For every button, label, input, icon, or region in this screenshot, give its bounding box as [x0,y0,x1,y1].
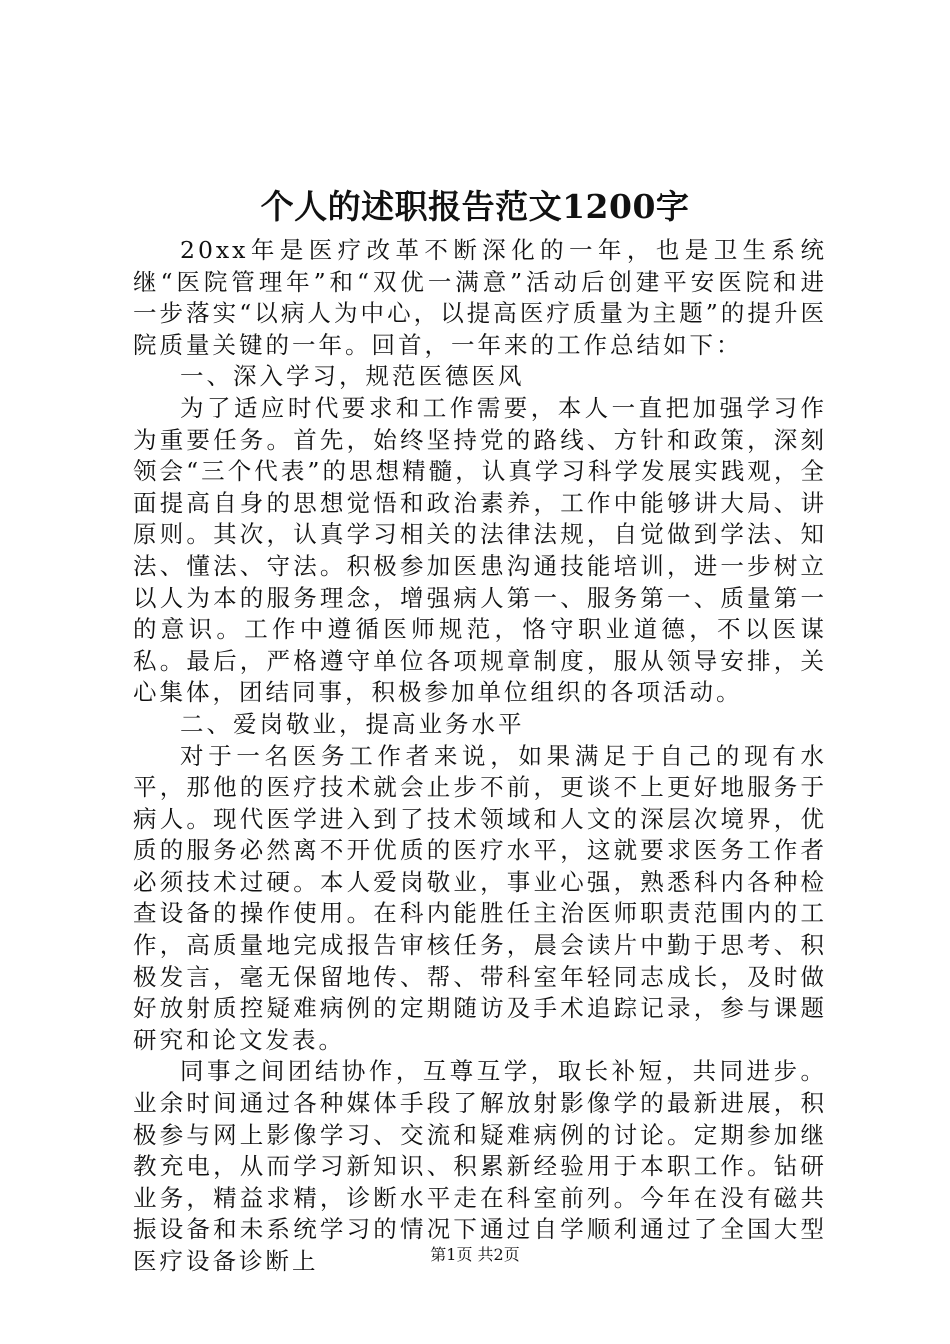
document-body [133,235,827,1278]
page-footer: 第1页 共2页 [430,1245,520,1264]
section-2-paragraph-1: 对于一名医务工作者来说，如果满足于自己的现有水平，那他的医疗技术就会止步不前，更谈不上更好地服务于病人。现代医学进入到了技术领域和人文的深层次境界，优质的服务必然离不开优质的医疗水平，这就要求医务工作者必须技术过硬。本人爱岗敬业，事业心强，熟悉科内各种检查设备的操作使用。在科内能胜任主治医师职责范围内的工作，高质量地完成报告审核任务，晨会读片中勤于思考、积极发言，毫无保留地传、帮、带科室年轻同志成长，及时做好放射质控疑难病例的定期随访及手术追踪记录，参与课题研究和论文发表。 [133,741,827,1054]
section-2-paragraph-2: 同事之间团结协作，互尊互学，取长补短，共同进步。业余时间通过各种媒体手段了解放射影像学的最新进展，积极参与网上影像学习、交流和疑难病例的讨论。定期参加继教充电，从而学习新知识、积累新经验用于本职工作。钻研业务，精益求精，诊断水平走在科室前列。今年在没有磁共振设备和未系统学习的情况下通过自学顺利通过了全国大型医疗设备诊断上 [133,1057,827,1275]
section-heading-2: 二、爱岗敬业，提高业务水平 [180,709,525,738]
section-1-paragraph: 为了适应时代要求和工作需要，本人一直把加强学习作为重要任务。首先，始终坚持党的路线、方针和政策，深刻领会“三个代表”的思想精髓，认真学习科学发展实践观，全面提高自身的思想觉悟和政治素养，工作中能够讲大局、讲原则。其次，认真学习相关的法律法规，自觉做到学法、知法、懂法、守法。积极参加医患沟通技能培训，进一步树立以人为本的服务理念，增强病人第一、服务第一、质量第一的意识。工作中遵循医师规范，恪守职业道德，不以医谋私。最后，严格遵守单位各项规章制度，服从领导安排，关心集体，团结同事，积极参加单位组织的各项活动。 [133,393,827,707]
intro-paragraph: 20xx年是医疗改革不断深化的一年，也是卫生系统继“医院管理年”和“双优一满意”活动后创建平安医院和进一步落实“以病人为中心，以提高医疗质量为主题”的提升医院质量关键的一年。回首，一年来的工作总结如下： [133,236,827,359]
document-title: 个人的述职报告范文1200字 [260,187,690,226]
section-heading-1: 一、深入学习，规范医德医风 [180,362,525,391]
